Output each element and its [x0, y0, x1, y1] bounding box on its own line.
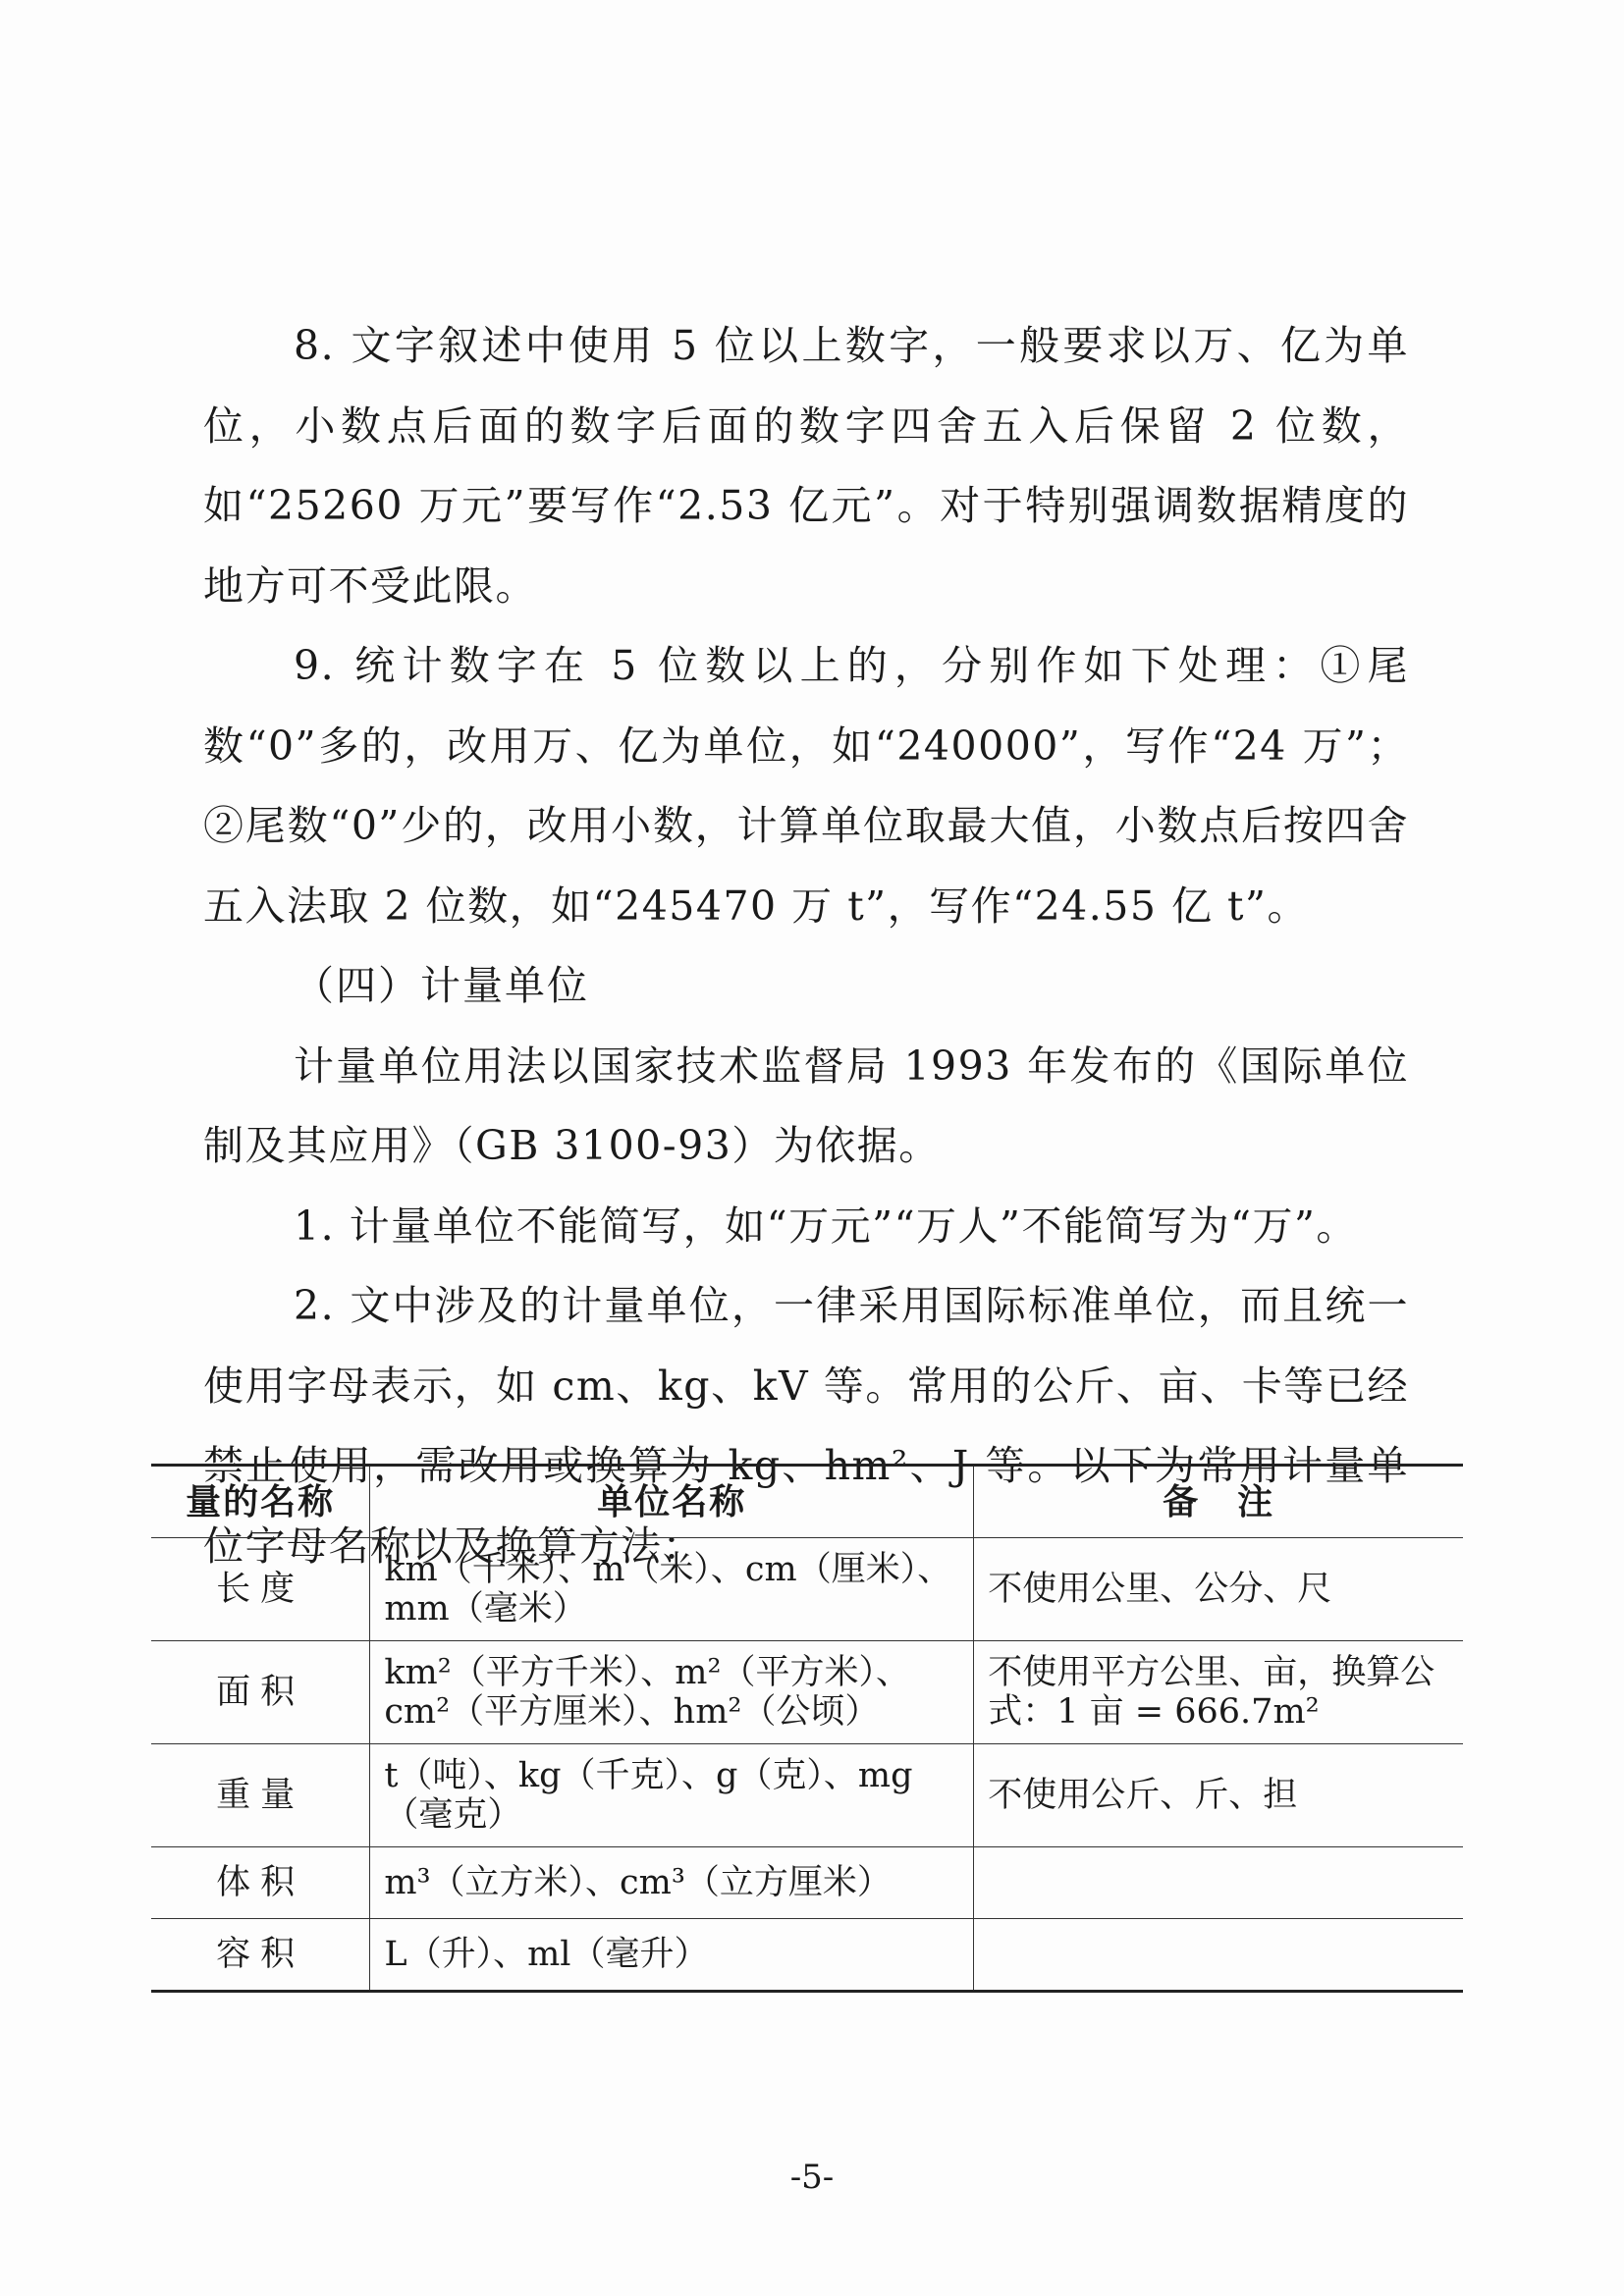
table-row [151, 1919, 1463, 1992]
paragraph-basis: 计量单位用法以国家技术监督局 1993 年发布的《国际单位制及其应用》（GB 3100-93）为依据。 [203, 1041, 1409, 1169]
section-heading: （四）计量单位 [294, 962, 589, 1009]
header-quantity: 量的名称 [151, 1466, 370, 1538]
header-unit: 单位名称 [370, 1466, 974, 1538]
quantity-cell: 面积 [151, 1641, 370, 1744]
unit-cell: km²（平方千米）、m²（平方米）、cm²（平方厘米）、hm²（公顷） [370, 1641, 974, 1744]
table-row [151, 1641, 1463, 1744]
unit-cell: m³（立方米）、cm³（立方厘米） [370, 1847, 974, 1919]
paragraph-rule-1: 1. 计量单位不能简写，如“万元”“万人”不能简写为“万”。 [294, 1201, 1358, 1250]
quantity-cell: 容积 [151, 1919, 370, 1992]
table-row [151, 1847, 1463, 1919]
note-cell: 不使用平方公里、亩，换算公式：1 亩 = 666.7m² [974, 1641, 1463, 1744]
note-cell [974, 1919, 1463, 1992]
quantity-cell: 体积 [151, 1847, 370, 1919]
note-cell: 不使用公里、公分、尺 [974, 1538, 1463, 1641]
unit-cell: km（千米）、m（米）、cm（厘米）、mm（毫米） [370, 1538, 974, 1641]
paragraph-item-9: 9. 统计数字在 5 位数以上的，分别作如下处理：①尾数“0”多的，改用万、亿为单位，如“240000”，写作“24 万”；②尾数“0”少的，改用小数，计算单位取最大值，小数点后按四舍五入法取 2 位数，如“245470 万 t”，写作“24.55 亿 t”。 [203, 642, 1409, 930]
paragraph-item-8: 8. 文字叙述中使用 5 位以上数字，一般要求以万、亿为单位，小数点后面的数字后面的数字四舍五入后保留 2 位数，如“25260 万元”要写作“2.53 亿元”。对于特别强调数据精度的地方可不受此限。 [203, 322, 1409, 610]
note-cell: 不使用公斤、斤、担 [974, 1744, 1463, 1847]
quantity-cell: 重量 [151, 1744, 370, 1847]
table-header-row [151, 1466, 1463, 1538]
header-note: 备 注 [974, 1466, 1463, 1538]
unit-cell: L（升）、ml（毫升） [370, 1919, 974, 1992]
table-row [151, 1538, 1463, 1641]
note-cell [974, 1847, 1463, 1919]
paragraph-rule-2: 2. 文中涉及的计量单位，一律采用国际标准单位，而且统一使用字母表示，如 cm、kg、kV 等。常用的公斤、亩、卡等已经禁止使用，需改用或换算为 kg、hm²、J 等。以下为常用计量单位字母名称以及换算方法： [203, 1282, 1409, 1570]
page-number: -5- [789, 2158, 835, 2197]
units-table [151, 1464, 1463, 1993]
body-text [203, 306, 1409, 1586]
table-row [151, 1744, 1463, 1847]
quantity-cell: 长度 [151, 1538, 370, 1641]
unit-cell: t（吨）、kg（千克）、g（克）、mg（毫克） [370, 1744, 974, 1847]
